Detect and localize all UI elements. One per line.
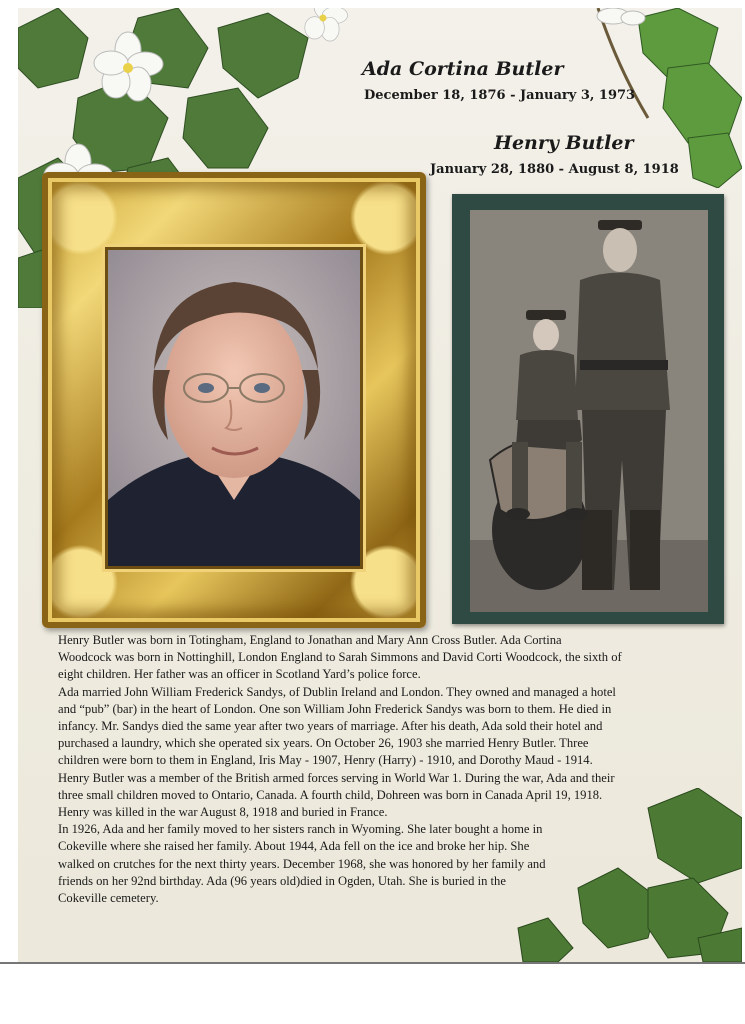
- ada-life-dates: December 18, 1876 - January 3, 1973: [364, 88, 636, 103]
- gold-picture-frame: [42, 172, 426, 628]
- biography-line: Ada married John William Frederick Sandys, of Dublin Ireland and London. They owned and managed a hotel: [58, 684, 616, 699]
- biography-line: Henry was killed in the war August 8, 1918 and buried in France.: [58, 805, 388, 820]
- biography-line: Cokeville cemetery.: [58, 891, 159, 906]
- biography-line: three small children moved to Ontario, Canada. A fourth child, Dohreen was born in Canada April 19, 1918.: [58, 787, 603, 802]
- biography-line: Woodcock was born in Nottinghill, London England to Sarah Simmons and David Corti Woodcock, the sixth of: [58, 650, 622, 665]
- biography-line: purchased a laundry, which she operated six years. On October 26, 1903 she married Henry Butler. Three: [58, 736, 589, 751]
- biography-line: Cokeville where she raised her family. About 1944, Ada fell on the ice and broke her hip. She: [58, 839, 530, 854]
- scan-edge-line: [0, 962, 745, 964]
- henry-name-heading: Henry Butler: [494, 132, 634, 154]
- biography-line: walked on crutches for the next thirty years. December 1968, she was honored by her family and: [58, 856, 546, 871]
- biography-line: Henry Butler was born in Totingham, England to Jonathan and Mary Ann Cross Butler. Ada Cortina: [58, 633, 562, 647]
- biography-line: eight children. Her father was an officer in Scotland Yard’s police force.: [58, 667, 421, 682]
- henry-photo-mat: [452, 194, 724, 624]
- biography-line: and “pub” (bar) in the heart of London. One son William John Frederick Sandys was born to them. He died in: [58, 701, 612, 716]
- biography-line: Henry Butler was a member of the British armed forces serving in World War 1. During the war, Ada and their: [58, 770, 615, 785]
- biography-line: In 1926, Ada and her family moved to her sisters ranch in Wyoming. She later bought a home in: [58, 822, 543, 837]
- biography-line: friends on her 92nd birthday. Ada (96 years old)died in Ogden, Utah. She is buried in the: [58, 873, 506, 888]
- biography-text: [58, 632, 718, 907]
- memorial-page: [18, 8, 742, 962]
- henry-and-child-photo: [470, 210, 708, 612]
- ada-portrait-photo: [108, 250, 360, 566]
- biography-line: children were born to them in England, Iris May - 1907, Henry (Harry) - 1910, and Dorothy Maud - 1914.: [58, 753, 593, 768]
- soldier-and-child-icon: [470, 210, 708, 612]
- ada-name-heading: Ada Cortina Butler: [362, 58, 564, 80]
- henry-life-dates: January 28, 1880 - August 8, 1918: [430, 162, 679, 177]
- biography-line: infancy. Mr. Sandys died the same year after two years of marriage. After his death, Ada sold their hotel and: [58, 719, 603, 734]
- woman-portrait-icon: [108, 250, 360, 566]
